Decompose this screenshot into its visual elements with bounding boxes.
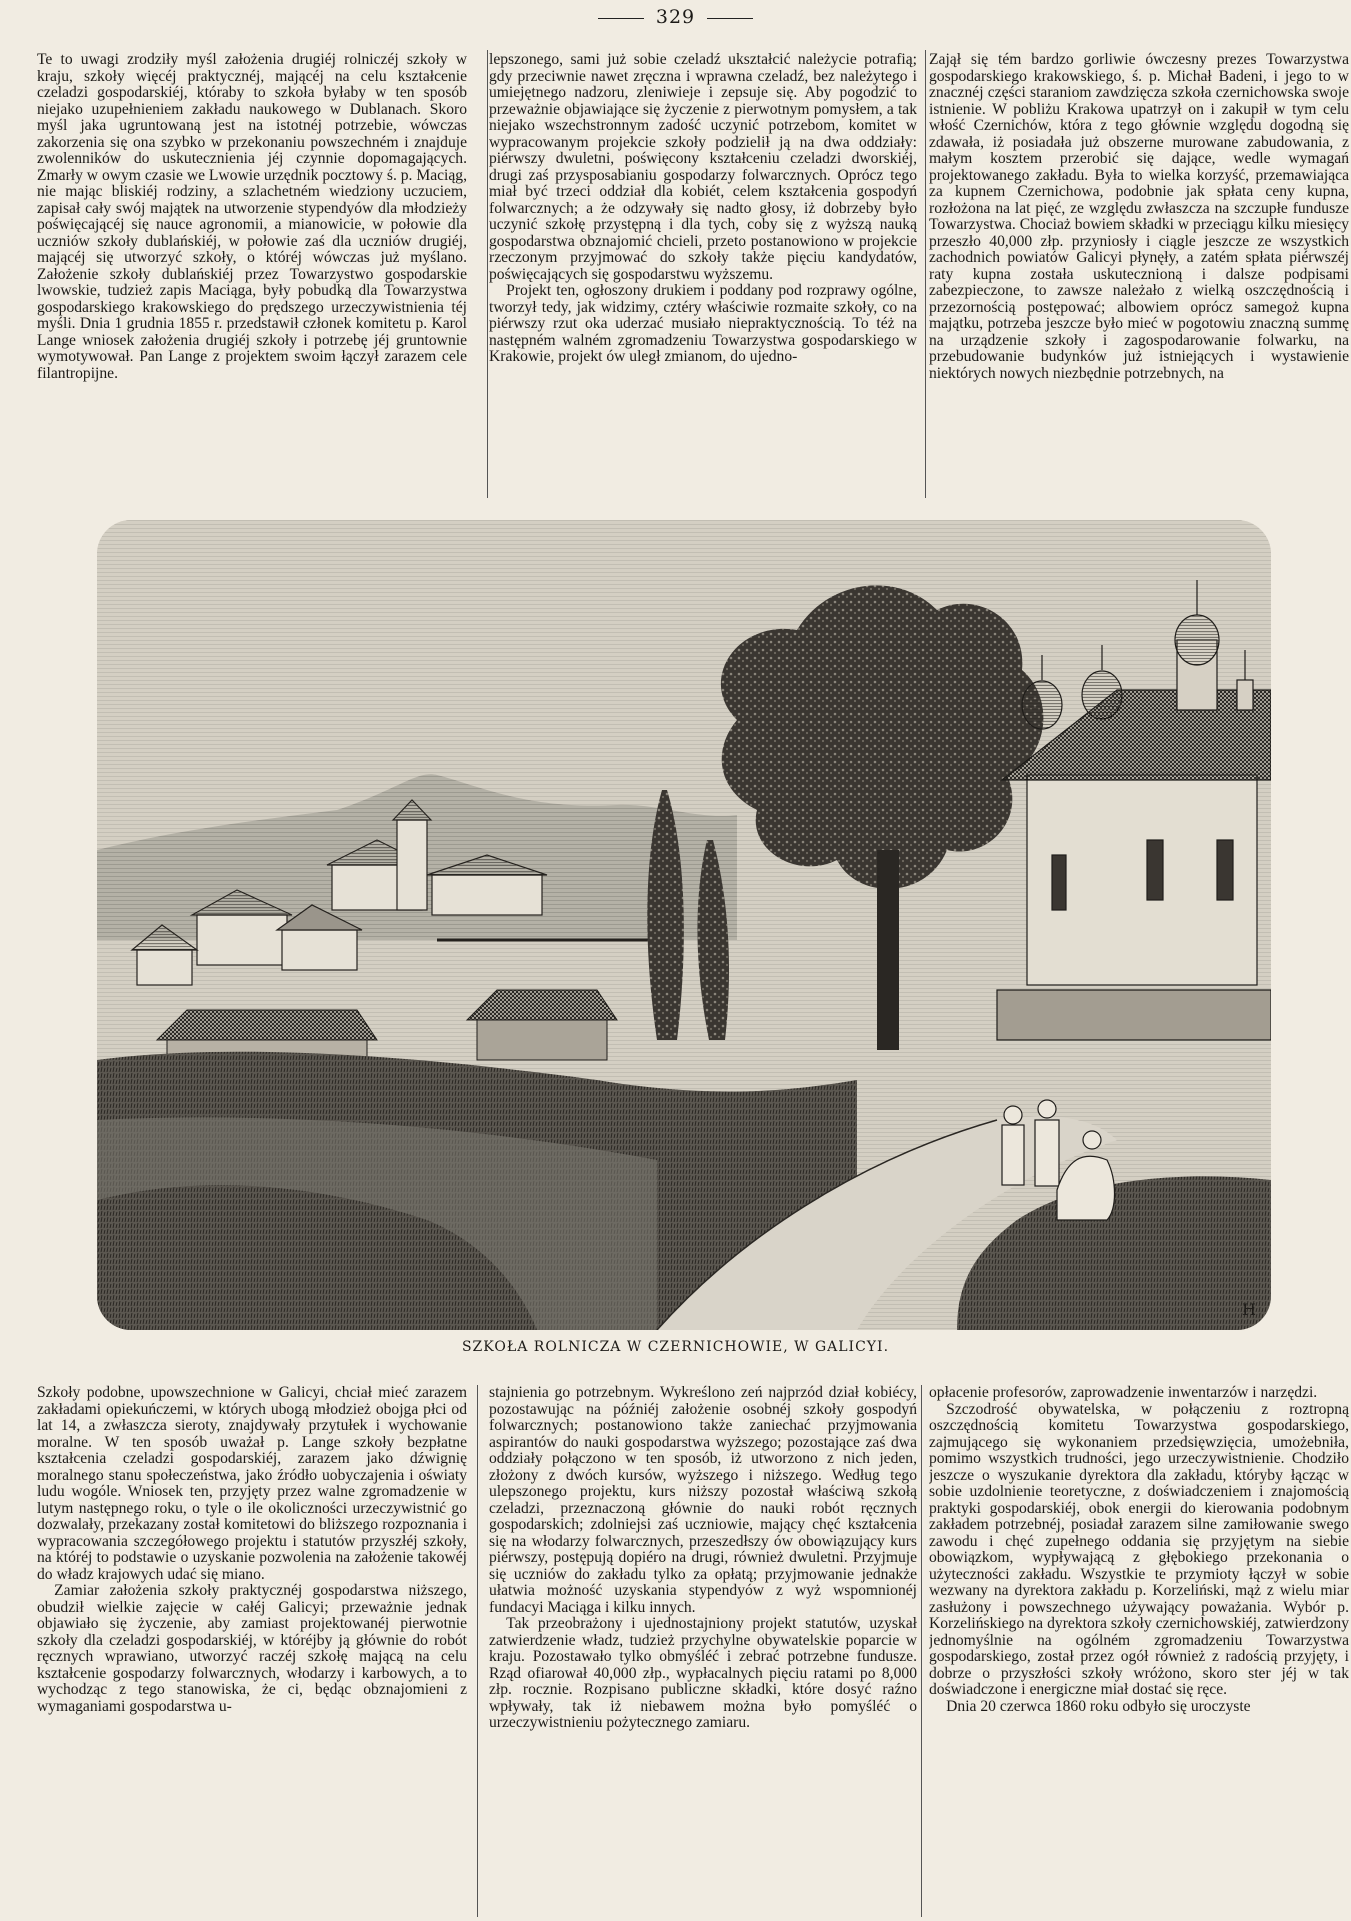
top-col2-paragraph-1: lepszonego, sami już sobie czeladź ukształcić należycie potrafią; gdy przeciwnie nawet zręczna i wprawna czeladź, bez należytego i umiejętnego nadzoru, zleniwieje i zepsuje się. Aby pogodzić to przeważnie objawiające się życzenie z pierwotnym pomysłem, a tak niejako wszechstronnym zadość uczynić potrzebom, komitet w wypracowanym projekcie szkoły podzielił ją na dwa oddziały: piérwszy dwuletni, poświęcony kształceniu czeladzi dworskiéj, drugi zaś przysposabianiu gospodarzy folwarcznych. Oprócz tego miał być trzeci oddział dla kobiét, celem kształcenia gospodyń folwarcznych; a że odzywały się nadto głosy, iż dobrzeby było uczynić szkołę przystępną i dla tych, coby się z wyższą nauką gospodarstwa obznajomić chcieli, przeto postanowiono w projekcie rzeczonym przyjmować do szkoły także pięciu kandydatów, poświęcających się gospodarstwu wyższemu. xyxy=(489,52,917,283)
header-rule-left xyxy=(598,18,644,19)
header-rule-right xyxy=(707,18,753,19)
bottom-col3-paragraph-2: Szczodrość obywatelska, w połączeniu z roztropną oszczędnością komitetu Towarzystwa gospodarskiego, zajmującego się wykonaniem przedsięwzięcia, umożebniła, pomimo wszystkich trudności, jego urzeczywistnienie. Chodziło jeszcze o wyszukanie dyrektora dla zakładu, któryby łącząc w sobie uzdolnienie teoretyczne, z doświadczeniem i znajomością praktyki gospodarskiéj, obok energii do kierowania podobnym zakładem potrzebnéj, posiadał zarazem silne zamiłowanie swego zawodu i chęć zupełnego oddania się przyjętym na siebie obowiązkom, wypływającą z głębokiego przekonania o użyteczności zakładu. Wszystkie te przymioty łączył w sobie wezwany na dyrektora zakładu p. Korzeliński, mąż z wielu miar zasłużony i powszechnego używający poważania. Wybór p. Korzelińskiego na dyrektora szkoły czernichowskiéj, zatwierdzony jednomyślnie na ogólném zgromadzeniu Towarzystwa gospodarskiego, został przez ogół również z radością przyjęty, i dobrze o przyszłości szkoły wróżono, skoro ster jéj w tak doświadczone i energiczne miał dostać się ręce. xyxy=(929,1400,1349,1698)
top-column-3 xyxy=(929,52,1349,500)
bottom-column-3 xyxy=(929,1385,1349,1917)
top-col2-paragraph-2: Projekt ten, ogłoszony drukiem i poddany pod rozprawy ogólne, tworzył tedy, jak widzimy, cztéry właściwie rozmaite szkoły, co na piérwszy rzut oka uderzać musiało niepraktycznością. To téż na następném walném zgromadzeniu Towarzystwa gospodarskiego w Krakowie, projekt ów uległ zmianom, do ujedno- xyxy=(489,282,917,365)
top-col1-paragraph-1: Te to uwagi zrodziły myśl założenia drugiéj rolniczéj szkoły w kraju, szkoły więcéj praktycznéj, mającéj na celu kształcenie czeladzi gospodarskiéj, któraby to szkoła byłaby w ten sposób niejako uzupełnieniem zakładu naukowego w Dublanach. Skoro myśl jaka ugruntowaną jest na istotnéj potrzebie, wówczas zakorzenia się ona szybko w przekonaniu powszechném i znajduje zwolenników do uskutecznienia jéj czynnie dopomagających. Zmarły w owym czasie we Lwowie urzędnik pocztowy ś. p. Maciąg, nie mając bliskiéj rodziny, a szlachetném wiedziony uczuciem, zapisał cały swój majątek na utworzenie stypendyów dla młodzieży poświęcającéj się nauce agronomii, a mianowicie, w połowie dla uczniów szkoły dublańskiéj, w połowie zaś dla uczniów drugiéj, mającéj się utworzyć szkoły, o któréj wówczas już myślano. Założenie szkoły dublańskiéj przez Towarzystwo gospodarskie lwowskie, tudzież zapis Maciąga, były pobudką dla Towarzystwa gospodarskiego krakowskiego do prędszego urzeczywistnienia téj myśli. Dnia 1 grudnia 1855 r. przedstawił członek komitetu p. Karol Lange wniosek założenia drugiéj szkoły i potrzebę jéj gruntownie wymotywował. Pan Lange z projektem swoim łączył zarazem cele filantropijne. xyxy=(37,52,467,382)
bottom-col3-paragraph-3: Dnia 20 czerwca 1860 roku odbyło się uroczyste xyxy=(946,1697,1251,1715)
bottom-column-divider-1 xyxy=(477,1385,478,1917)
top-col3-paragraph-1: Zajął się tém bardzo gorliwie ówczesny prezes Towarzystwa gospodarskiego krakowskiego, ś. p. Michał Badeni, i jego to w znacznéj części staraniom zawdzięcza szkoła czernichowska swoje istnienie. W pobliżu Krakowa upatrzył on i zakupił w tym celu włość Czernichów, która z tego głównie względu dogodną się zdawała, iż posiadała już obszerne murowane zabudowania, z małym kosztem przerobić się dające, wedle wymagań projektowanego zakładu. Była to wielka korzyść, przemawiająca za kupnem Czernichowa, podobnie jak spłata ceny kupna, rozłożona na lat pięć, ze względu zwłaszcza na szczupłe fundusze Towarzystwa. Chociaż bowiem składki w przeciągu kilku miesięcy przeszło 40,000 złp. przyniosły i ciągle jeszcze ze wszystkich zachodnich powiatów Galicyi płynęły, a zatém spłata piérwszéj raty kupna została uskutecznioną i dalsze podpisami zabezpieczone, to zawsze należało z wielką oszczędnością i przezornością postępować; albowiem oprócz samegoż kupna majątku, potrzeba jeszcze było mieć w pogotowiu znaczną summę na urządzenie szkoły i zagospodarowanie folwarku, na przebudowanie budynków już istniejących i wystawienie niektórych nowych niezbędnie potrzebnych, na xyxy=(929,52,1349,382)
engraving-illustration xyxy=(97,520,1271,1330)
top-column-2 xyxy=(489,52,917,500)
top-column-1 xyxy=(37,52,467,500)
bottom-column-1 xyxy=(37,1385,467,1917)
figure-caption: SZKOŁA ROLNICZA W CZERNICHOWIE, W GALICYI. xyxy=(461,1339,890,1355)
top-column-divider-1 xyxy=(487,50,488,498)
bottom-col2-paragraph-1: stajnienia go potrzebnym. Wykreślono zeń najprzód dział kobiécy, pozostawując na późniéj założenie osobnéj szkoły gospodyń folwarcznych; postanowiono także zaniechać przyjmowania aspirantów do nauki gospodarstwa wyższego; pozostające zaś dwa oddziały połączono w ten sposób, iż utworzono z nich jeden, złożony z dwóch kursów, wyższego i niższego. Według tego ulepszonego projektu, kurs niższy pozostał właściwą szkołą czeladzi, przeznaczoną głównie do nauki robót ręcznych gospodarskich; zdolniejsi zaś uczniowie, mający chęć kształcenia się na włodarzy folwarcznych, przeszedłszy ów obowiązujący kurs piérwszy, postępują dopiéro na drugi, również dwuletni. Przyjmuje się uczniów do zakładu tylko za opłatą; przyjmowanie jednakże ułatwia możność uzyskania stypendyów z wyż wspomnionéj fundacyi Maciąga i kilku innych. xyxy=(489,1385,917,1616)
bottom-col2-paragraph-2: Tak przeobrażony i ujednostajniony projekt statutów, uzyskał zatwierdzenie władz, tudzież przychylne obywatelskie poparcie w kraju. Pozostawało tylko obmyśléć i zebrać potrzebne fundusze. Rząd ofiarował 40,000 złp., wypłacalnych pięciu ratami po 8,000 złp. rocznie. Rozpisano publiczne składki, które dosyć raźno wpływały, tak iż niebawem można było pomyśléć o urzeczywistnieniu pożytecznego zamiaru. xyxy=(489,1615,917,1731)
bottom-column-2 xyxy=(489,1385,917,1917)
bottom-col1-paragraph-1: Szkoły podobne, upowszechnione w Galicyi, chciał mieć zarazem zakładami opiekuńczemi, w których ubogą młodzież obojga płci od lat 14, a zwłaszcza sieroty, znajdywały przytułek i wychowanie moralne. W ten sposób uważał p. Lange szkoły bezpłatne kształcenia czeladzi gospodarskiéj, zarazem jako dźwignię moralnego stanu społeczeństwa, jako źródło uobyczajenia i oświaty ludu wogóle. Wniosek ten, przyjęty przez walne zgromadzenie w lutym następnego roku, o tyle o ile okoliczności urzeczywistnić go dozwalały, przekazany został komitetowi do bliższego rozpoznania i wypracowania szczegółowego projektu i statutów przyszłéj szkoły, na któréj to podstawie o uzyskanie pozwolenia na założenie takowéj do władz krajowych udać się miano. xyxy=(37,1385,467,1583)
bottom-column-divider-2 xyxy=(921,1385,922,1917)
bottom-col1-paragraph-2: Zamiar założenia szkoły praktycznéj gospodarstwa niższego, obudził wielkie zajęcie w całéj Galicyi; przeważnie jednak objawiało się życzenie, aby zamiast projektowanéj pierwotnie szkoły dla czeladzi gospodarskiéj, w któréjby ją głównie do robót ręcznych wprawiano, utworzyć raczéj szkołę mającą na celu kształcenie gospodarzy folwarcznych, włodarzy i karbowych, a to wychodząc z tego stanowiska, że ci, będąc obznajomieni z wymaganiami gospodarstwa u- xyxy=(37,1582,467,1715)
engraving-landscape-icon xyxy=(97,520,1271,1330)
page-number: 329 xyxy=(655,6,696,28)
bottom-col3-paragraph-1: opłacenie profesorów, zaprowadzenie inwentarzów i narzędzi. xyxy=(929,1385,1318,1401)
page-header xyxy=(0,6,1351,28)
top-column-divider-2 xyxy=(925,50,926,498)
engraver-mark: H xyxy=(1242,1300,1256,1319)
